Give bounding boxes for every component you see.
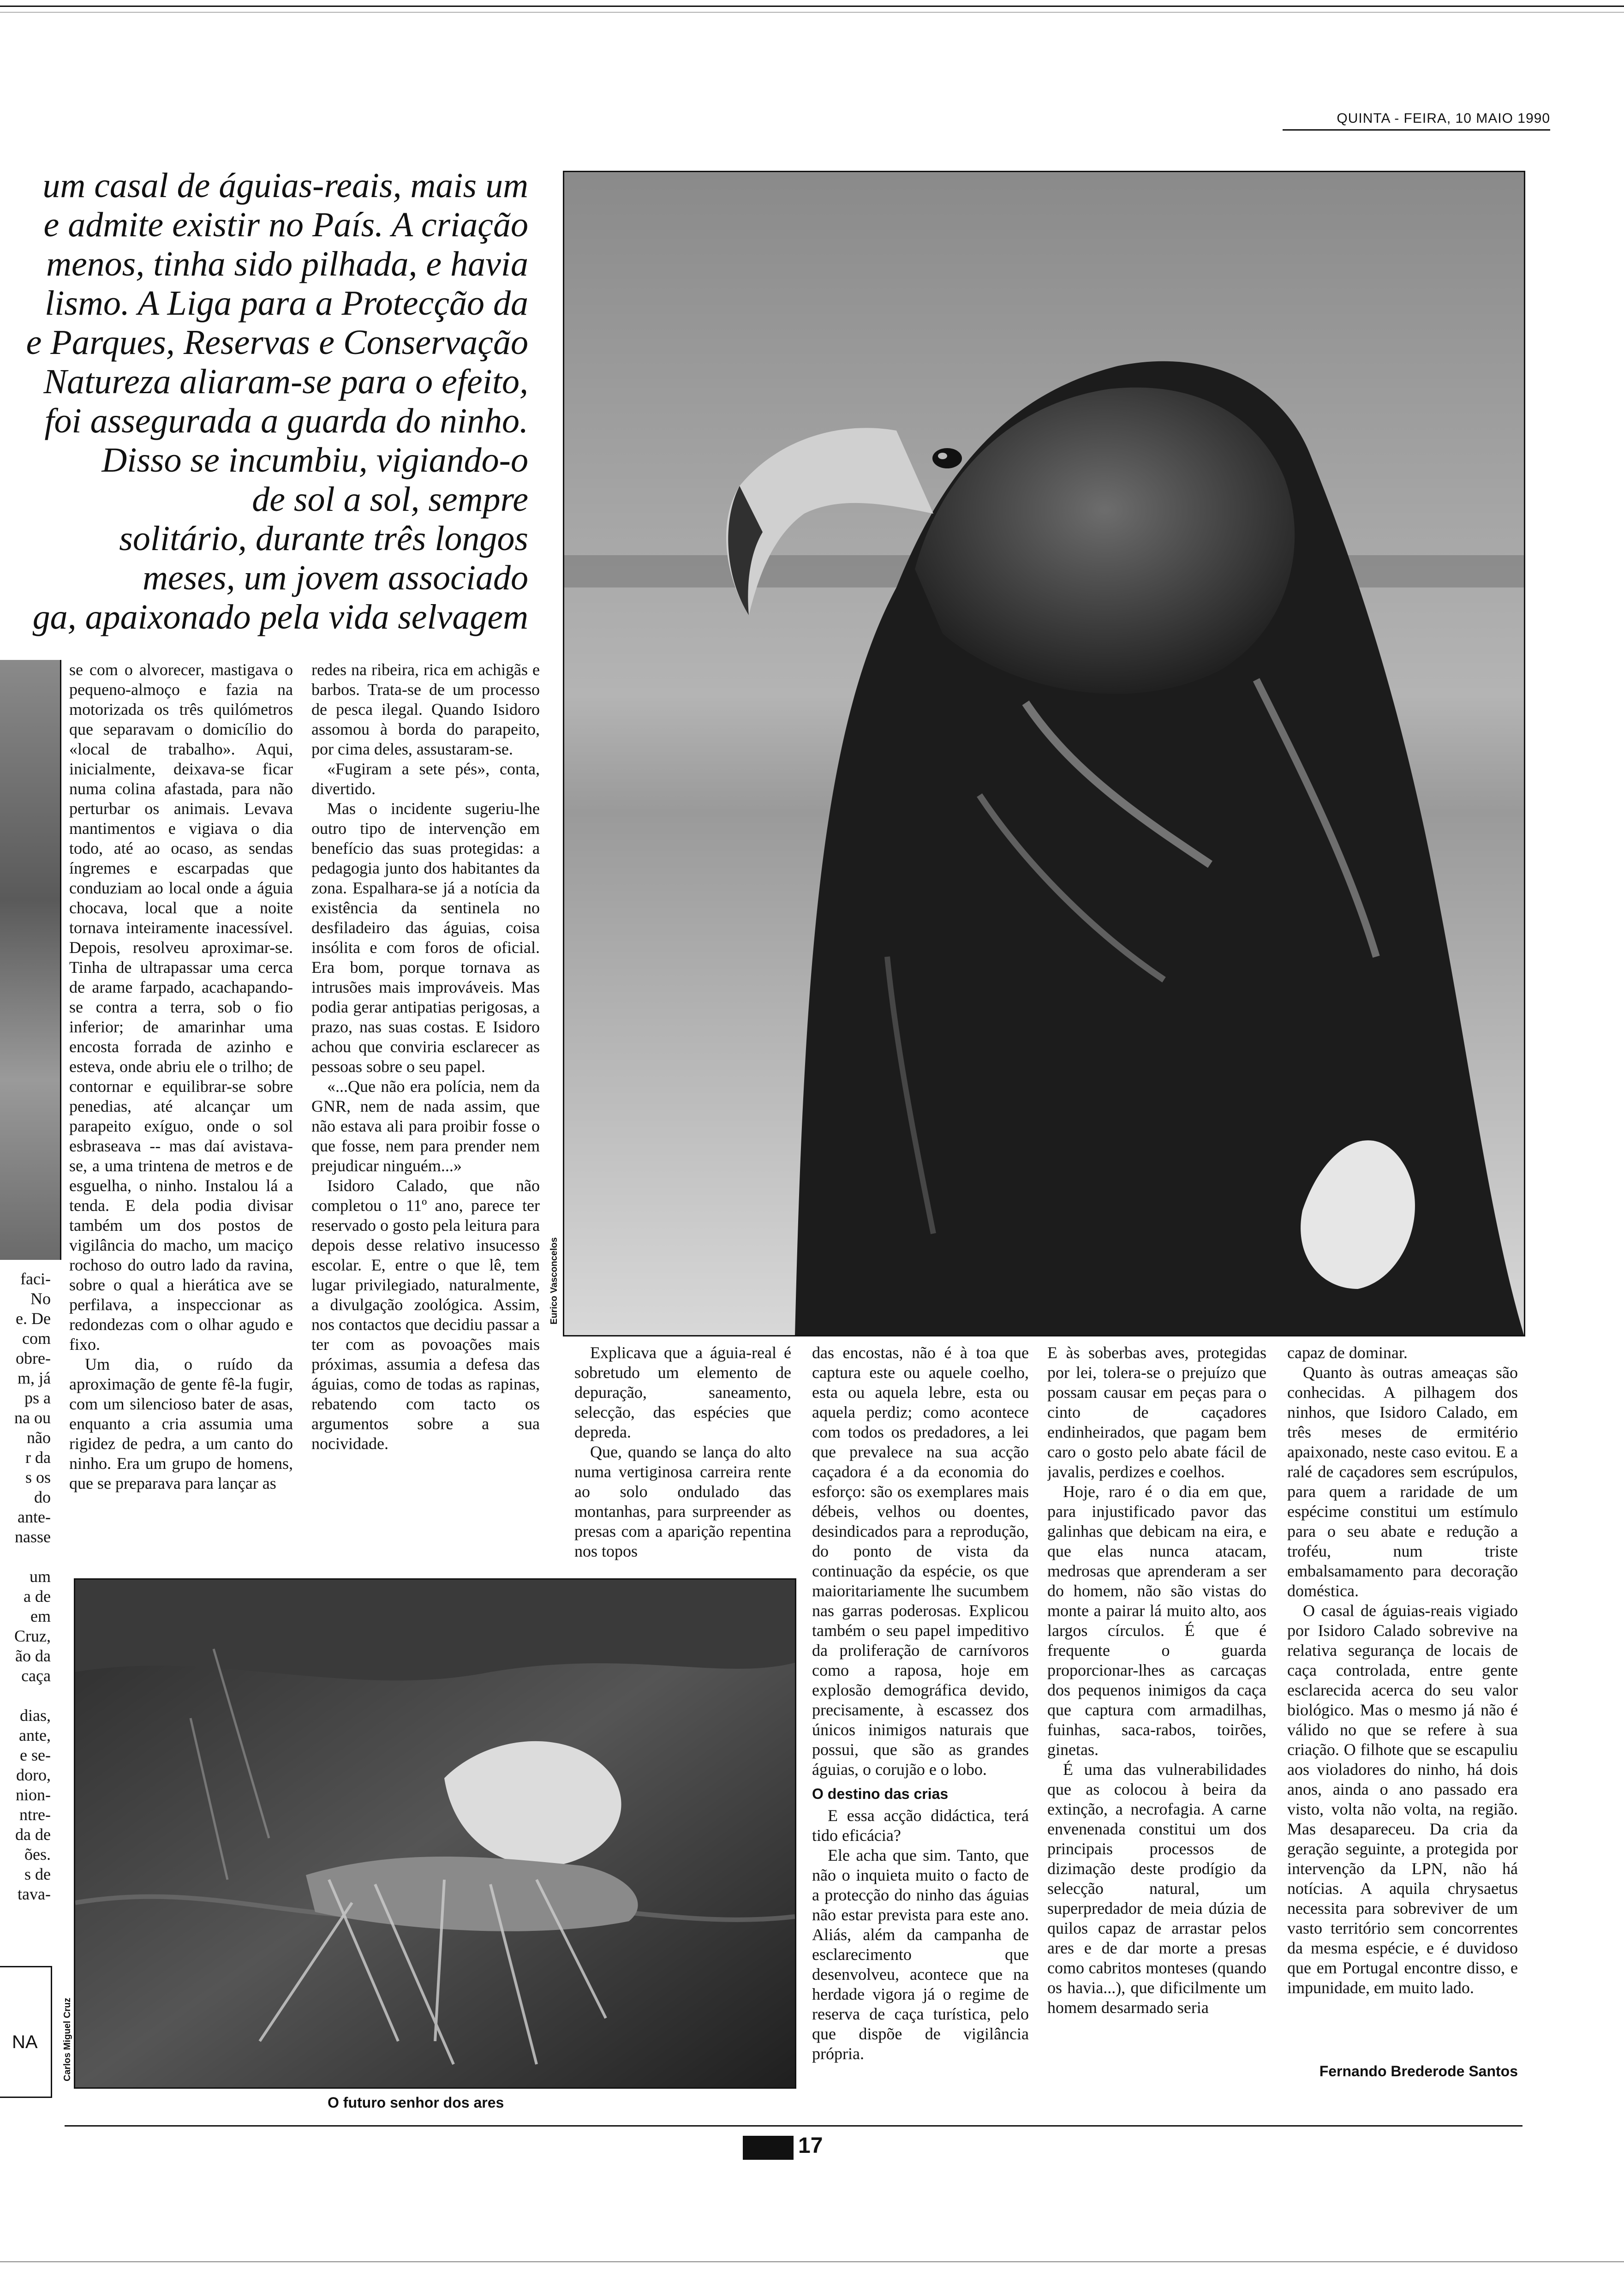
fragment-line: ps a bbox=[24, 1389, 51, 1407]
fragment-line: do bbox=[34, 1488, 51, 1506]
fragment-line: não bbox=[27, 1428, 51, 1447]
fragment-line: ão da bbox=[15, 1647, 51, 1665]
eagle-photo-credit: Eurico Vasconcelos bbox=[549, 1237, 559, 1324]
lead-line: ga, apaixonado pela vida selvagem bbox=[32, 598, 528, 636]
paragraph: Mas o incidente sugeriu-lhe outro tipo de intervenção em benefício das suas protegidas: a pedagogia junto dos habitantes da zona. Espalhara-se já a notícia da existência da sentinela no desfiladeiro das águias, coisa insólita e com foros de oficial. Era bom, porque tornava as intrusões mais improváveis. Mas podia gerar antipatias perigosas, a prazo, nas suas costas. E Isidoro achou que conviria esclarecer as pessoas sobre o seu papel. bbox=[311, 799, 540, 1076]
eagle-photo bbox=[563, 171, 1525, 1336]
nest-photo-caption: O futuro senhor dos ares bbox=[328, 2094, 504, 2111]
paragraph: Ele acha que sim. Tanto, que não o inquieta muito o facto de a protecção do ninho das águias não estar prevista para este ano. Aliás, além da campanha de esclarecimento que desenvolveu, acontece que na herdade vigora já o regime de reserva de caça turística, pelo que dispõe de vigilância própria. bbox=[812, 1846, 1029, 2063]
paragraph: redes na ribeira, rica em achigãs e barbos. Trata-se de um processo de pesca ilegal. Quando Isidoro assomou à borda do parapeito, por cima deles, assustaram-se. bbox=[311, 660, 540, 758]
fragment-line: a de bbox=[24, 1587, 51, 1606]
fragment-line: e. De bbox=[16, 1309, 51, 1328]
fragment-line: na ou bbox=[14, 1408, 51, 1427]
paragraph: das encostas, não é à toa que captura este ou aquele coelho, esta ou aquela lebre, esta ou aquela perdiz; como acontece com todos os predadores, a lei que prevalece na sua acção caçadora é a da economia do esforço: são os exemplares mais débeis, velhos ou doentes, desindicados para a reprodução, do ponto de vista da continuação da espécie, os que maioritariamente lhe sucumbem nas garras poderosas. Explicou também o seu papel impeditivo da proliferação de carnívoros como a raposa, hoje em explosão demográfica devido, precisamente, à escassez dos únicos inimigos naturais que possui, que são as grandes águias, o corujão e o lobo. bbox=[812, 1343, 1029, 1779]
paragraph: Hoje, raro é o dia em que, para injustificado pavor das galinhas que debicam na eira, e que elas nunca atacam, medrosas que aprenderam a ser do homem, não são vistas do monte a pairar lá muito alto, aos largos círculos. É que é frequente o guarda proporcionar-lhes as carcaças dos pequenos inimigos da caça que captura com armadilhas, fuinhas, saca-rabos, toirões, ginetas. bbox=[1047, 1482, 1266, 1759]
fragment-line: dias, bbox=[20, 1706, 51, 1725]
left-box-tag: NA bbox=[12, 2032, 38, 2052]
paragraph: E às soberbas aves, protegidas por lei, tolera-se o prejuízo que possam causar em peças para o cinto de caçadores endinheirados, que pagam bem caro o gosto pelo abate fácil de javalis, perdizes e coelhos. bbox=[1047, 1343, 1266, 1481]
paragraph: «...Que não era polícia, nem da GNR, nem de nada assim, que não estava ali para proibir fosse o que fosse, nem para prender nem prejudicar ninguém...» bbox=[311, 1077, 540, 1175]
paragraph: Quanto às outras ameaças são conhecidas. A pilhagem dos ninhos, que Isidoro Calado, em três meses de ermitério apaixonado, neste caso evitou. E a ralé de caçadores sem escrúpulos, para quem a raridade de um espécime constitui um estímulo para o seu abate e redução a troféu, num triste embalsamamento para decoração doméstica. bbox=[1287, 1363, 1518, 1600]
fragment-line: tava- bbox=[18, 1885, 51, 1903]
fragment-line: ante, bbox=[19, 1726, 51, 1744]
paragraph: se com o alvorecer, mastigava o pequeno-almoço e fazia na motorizada os três quilómetros que separavam o domicílio do «local de trabalho». Aqui, inicialmente, deixava-se ficar numa colina afastada, para não perturbar os animais. Levava mantimentos e vigiava o dia todo, até ao ocaso, as sendas íngremes e escarpadas que conduziam ao local onde a águia chocava, local que a noite tornava inteiramente inacessível. Depois, resolveu aproximar-se. Tinha de ultrapassar uma cerca de arame farpado, acachapando-se contra a terra, sob o fio inferior; de amarinhar uma encosta forrada de azinho e esteva, onde abriu ele o trilho; de contornar e equilibrar-se sobre penedias, até alcançar um parapeito exíguo, onde o sol esbraseava -- mas daí avistava-se, a uma trintena de metros e de esguelha, o ninho. Instalou lá a tenda. E dela podia divisar também um dos postos de vigilância do macho, um maciço rochoso do outro lado da ravina, sobre o qual a hierática ave se perfilava, a inspeccionar as redondezas com o olhar agudo e fixo. bbox=[69, 660, 293, 1354]
page-number: 17 bbox=[798, 2133, 823, 2158]
paragraph: Explicava que a águia-real é sobretudo um elemento de depuração, saneamento, selecção, das espécies que depreda. bbox=[574, 1343, 791, 1441]
footer-logo bbox=[743, 2136, 794, 2160]
column-1 bbox=[69, 660, 293, 1564]
fragment-line: r da bbox=[25, 1448, 51, 1467]
fragment-line: nasse bbox=[15, 1528, 51, 1546]
fragment-line: Cruz, bbox=[14, 1627, 51, 1645]
paragraph: Isidoro Calado, que não completou o 11º ano, parece ter reservado o gosto pela leitura para depois desse relativo insucesso escolar. E, entre o que lê, tem lugar privilegiado, naturalmente, a divulgação zoológica. Assim, nos contactos que decidiu passar a ter com as povoações mais próximas, assumia a defesa das águias, como de todas as rapinas, rebatendo com tacto os argumentos sobre a sua nocividade. bbox=[311, 1176, 540, 1453]
fragment-line: obre- bbox=[16, 1349, 51, 1367]
column-2 bbox=[311, 660, 540, 1564]
left-photo-sliver bbox=[0, 660, 61, 1260]
nest-photo-credit: Carlos Miguel Cruz bbox=[62, 1997, 72, 2081]
fragment-line: com bbox=[22, 1329, 51, 1348]
fragment-line: e se- bbox=[20, 1746, 51, 1764]
lead-line: Disso se incumbiu, vigiando-o bbox=[102, 441, 528, 479]
paragraph: E essa acção didáctica, terá tido eficácia? bbox=[812, 1806, 1029, 1845]
bottom-rule bbox=[0, 2261, 1624, 2262]
fragment-line: caça bbox=[21, 1666, 51, 1685]
byline: Fernando Brederode Santos bbox=[1319, 2063, 1518, 2079]
paragraph: Um dia, o ruído da aproximação de gente fê-la fugir, com um silencioso bater de asas, enquanto a cria assumia uma rigidez de pedra, a um canto do ninho. Era um grupo de homens, que se preparava para lançar as bbox=[69, 1355, 293, 1492]
lead-line: de sol a sol, sempre bbox=[252, 480, 528, 519]
nest-illustration bbox=[75, 1580, 795, 2087]
eagle-illustration bbox=[564, 172, 1524, 1335]
fragment-line: m, já bbox=[18, 1369, 51, 1387]
paragraph: Que, quando se lança do alto numa vertiginosa carreira rente ao solo ondulado das montanhas, para surpreender as presas com a aparição repentina nos topos bbox=[574, 1443, 791, 1560]
left-box bbox=[0, 1966, 52, 2098]
column-4 bbox=[812, 1343, 1029, 2100]
column-5 bbox=[1047, 1343, 1266, 2100]
lead-line: menos, tinha sido pilhada, e havia bbox=[46, 245, 528, 283]
lead-line: solitário, durante três longos bbox=[119, 519, 528, 558]
fragment-line: doro, bbox=[16, 1766, 51, 1784]
column-6 bbox=[1287, 1343, 1518, 2054]
fragment-line: No bbox=[30, 1289, 51, 1308]
nest-photo bbox=[74, 1578, 796, 2089]
lead-deck bbox=[7, 166, 528, 637]
fragment-line: um bbox=[29, 1567, 51, 1586]
lead-line: foi assegurada a guarda do ninho. bbox=[44, 401, 528, 440]
fragment-line: da de bbox=[15, 1825, 51, 1844]
paragraph: O casal de águias-reais vigiado por Isidoro Calado sobrevive na relativa segurança de locais de caça controlada, entre gente esclarecida acerca do seu valor biológico. Mas o mesmo já não é válido no que se refere à sua criação. O filhote que se escapuliu aos violadores do ninho, há dois anos, ainda o ano passado era visto, volta não volta, na região. Mas desapareceu. Da cria da geração seguinte, a protegida por intervenção da LPN, não há notícias. A aquila chrysaetus necessita para sobreviver de um vasto território sem concorrentes da mesma espécie, e é duvidoso que em Portugal encontre disso, e impunidade, em muito lado. bbox=[1287, 1601, 1518, 1997]
lead-line: um casal de águias-reais, mais um bbox=[42, 166, 528, 205]
section-subhead: O destino das crias bbox=[812, 1786, 949, 1802]
paragraph: «Fugiram a sete pés», conta, divertido. bbox=[311, 760, 540, 798]
dateline: QUINTA - FEIRA, 10 MAIO 1990 bbox=[1337, 111, 1550, 126]
column-3 bbox=[574, 1343, 791, 1564]
fragment-line: s de bbox=[24, 1865, 51, 1883]
paragraph: capaz de dominar. bbox=[1287, 1343, 1408, 1362]
fragment-line: faci- bbox=[20, 1270, 51, 1288]
fragment-line bbox=[5, 1547, 51, 1567]
fragment-line: s os bbox=[25, 1468, 51, 1486]
fragment-line: nion- bbox=[16, 1786, 51, 1804]
lead-line: lismo. A Liga para a Protecção da bbox=[45, 284, 528, 323]
fragment-line: ntre- bbox=[19, 1805, 51, 1824]
lead-line: Natureza aliaram-se para o efeito, bbox=[43, 362, 528, 401]
lead-line: meses, um jovem associado bbox=[143, 558, 528, 597]
lead-line: e Parques, Reservas e Conservação bbox=[26, 323, 528, 362]
fragment-line bbox=[5, 1686, 51, 1706]
top-rule bbox=[0, 6, 1624, 7]
fragment-line: ante- bbox=[18, 1508, 51, 1526]
footer-rule bbox=[65, 2125, 1522, 2127]
dateline-rule bbox=[1283, 129, 1550, 131]
fragment-line: ões. bbox=[24, 1845, 51, 1864]
lead-line: e admite existir no País. A criação bbox=[43, 205, 528, 244]
column-0-fragments bbox=[5, 1269, 51, 1904]
paragraph: É uma das vulnerabilidades que as colocou à beira da extinção, a necrofagia. A carne envenenada constitui um dos principais processos de dizimação deste prodígio da selecção natural, um superpredador de meia dúzia de quilos capaz de arrastar pelos ares e de dar morte a presas como cabritos monteses (quando os havia...), que dificilmente um homem desarmado seria bbox=[1047, 1760, 1266, 2017]
fragment-line: em bbox=[30, 1607, 51, 1625]
